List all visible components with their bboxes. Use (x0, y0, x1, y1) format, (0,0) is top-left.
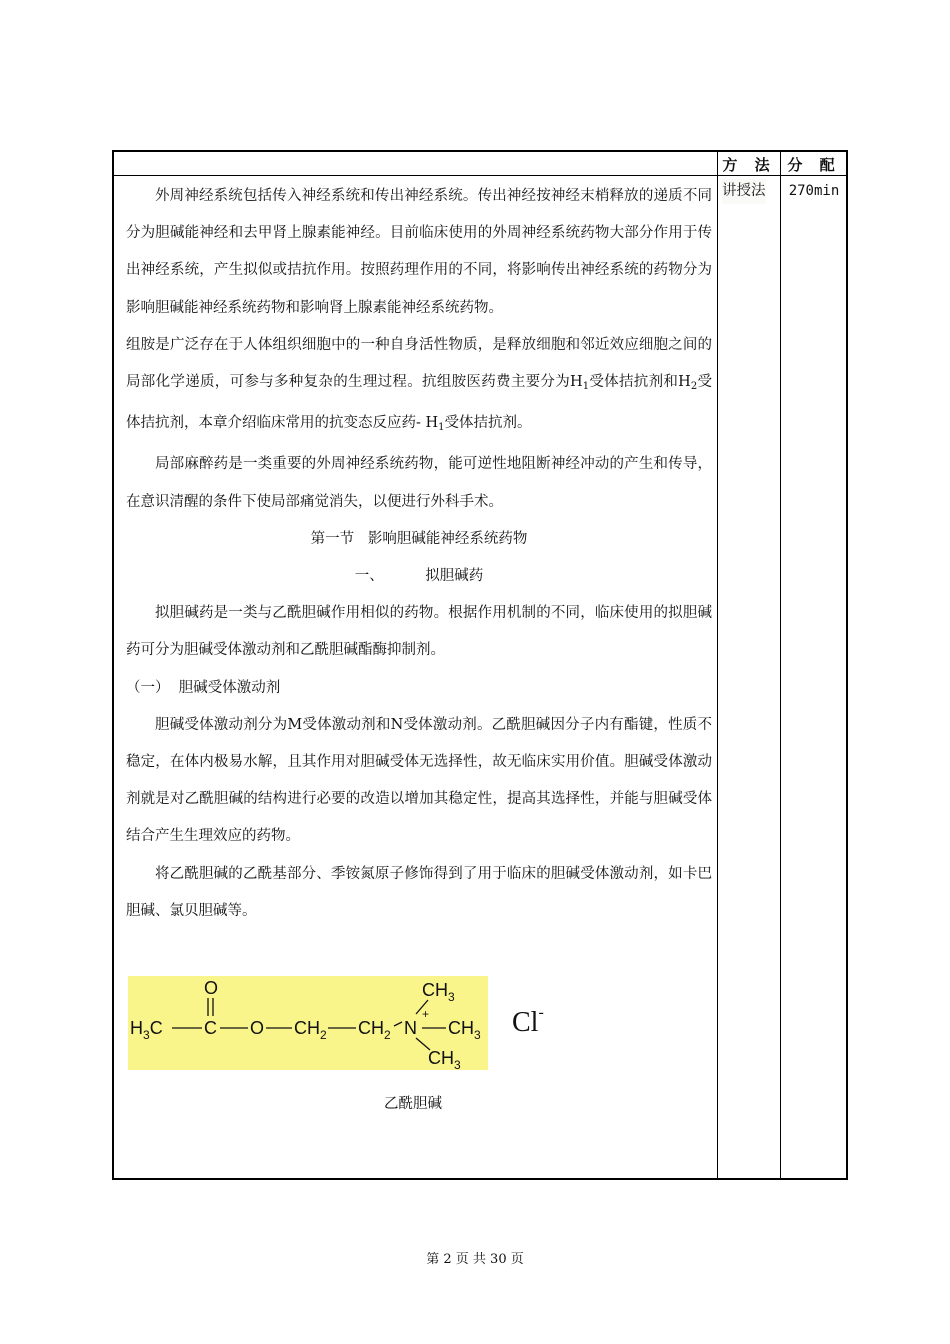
structure-caption: 乙酰胆碱 (384, 1096, 442, 1112)
column-divider (780, 152, 781, 1178)
h2-symbol: H (678, 374, 691, 391)
positive-charge: + (422, 1007, 430, 1021)
method-header: 方 法 (722, 156, 776, 174)
allocation-cell: 270min (788, 183, 840, 199)
paragraph-modification: 将乙酰胆碱的乙酰基部分、季铵氮原子修饰得到了用于临床的胆碱受体激动剂，如卡巴胆碱、氯贝胆碱等。 (126, 865, 712, 919)
h-line-tail: 剂。 (502, 415, 532, 432)
paragraph-intro: 外周神经系统包括传入神经系统和传出神经系统。传出神经按神经末梢释放的递质不同分为胆碱能神经和去甲肾上腺素能神经。目前临床使用的外周神经系统药物大部分作用于传出神经系统，产生拟似或拮抗作用。按照药理作用的不同，将影响传出神经系统的药物分为影响胆碱能神经系统药物和影响肾上腺素能神经系统药物。 (126, 188, 712, 316)
section-heading: 第一节 影响胆碱能神经系统药物 (310, 530, 528, 547)
header-divider (114, 175, 846, 176)
methylene-2: $CH_2$ (358, 1018, 391, 1042)
carbonyl-carbon: C (204, 1018, 217, 1038)
subheading-agonists: （一） 胆碱受体激动剂 (126, 679, 281, 696)
h2-subscript: 2 (690, 381, 698, 393)
h-line-text-1: 受体拮抗剂和 (589, 374, 679, 391)
paragraph-anesthetics: 局部麻醉药是一类重要的外周神经系统药物，能可逆性地阻断神经冲动的产生和传导，在意识清醒的条件下使局部痛觉消失，以便进行外科手术。 (126, 456, 712, 510)
paragraph-agonists: 胆碱受体激动剂分为M受体激动剂和N受体激动剂。乙酰胆碱因分子内有酯键，性质不稳定，在体内极易水解，且其作用对胆碱受体无选择性，故无临床实用价值。胆碱受体激动剂就是对乙酰胆碱的结构进行必要的改造以增加其稳定性，提高其选择性，并能与胆碱受体结合产生生理效应的药物。 (126, 716, 712, 845)
nitrogen: N (404, 1018, 417, 1038)
subsection-heading: 一、 拟胆碱药 (354, 568, 484, 585)
h1-symbol: H (425, 415, 439, 432)
methyl-top: $CH_3$ (422, 980, 455, 1004)
lesson-table (112, 150, 848, 1180)
bond (394, 1022, 402, 1026)
carbonyl-oxygen: O (204, 978, 219, 998)
h-line-text-2: 受体拮抗剂，本章介绍临床常用的抗变态反应药- (126, 374, 713, 432)
methyl-bottom: $CH_3$ (428, 1048, 461, 1070)
ester-oxygen: O (250, 1018, 265, 1038)
chloride-ion: Cl- (512, 1004, 544, 1038)
paragraph-cholinomimetics: 拟胆碱药是一类与乙酰胆碱作用相似的药物。根据作用机制的不同，临床使用的拟胆碱药可分为胆碱受体激动剂和乙酰胆碱酯酶抑制剂。 (126, 605, 712, 659)
methylene-1: $CH_2$ (294, 1018, 327, 1042)
h1-subscript: 1 (582, 381, 590, 393)
h3c-group: $H_3C$ (130, 1018, 163, 1042)
column-divider (717, 152, 718, 1178)
lesson-content (126, 178, 712, 930)
h1-symbol: H (570, 374, 583, 391)
page-footer: 第 2 页 共 30 页 (426, 1252, 524, 1267)
h-line-text-3: 受体拮抗 (444, 415, 503, 432)
methyl-right: $CH_3$ (448, 1018, 481, 1042)
histamine-text: 组胺是广泛存在于人体组织细胞中的一种自身活性物质，是释放细胞和邻近效应细胞之间的局部化学递质，可参与多种复杂的生理过程。抗组胺医药费主要分为 (126, 336, 712, 391)
h1-subscript: 1 (438, 422, 445, 434)
method-cell: 讲授法 (722, 179, 766, 204)
acetylcholine-structure (128, 976, 488, 1070)
paragraph-histamine (126, 327, 712, 447)
allocation-header: 分 配 (787, 156, 841, 174)
